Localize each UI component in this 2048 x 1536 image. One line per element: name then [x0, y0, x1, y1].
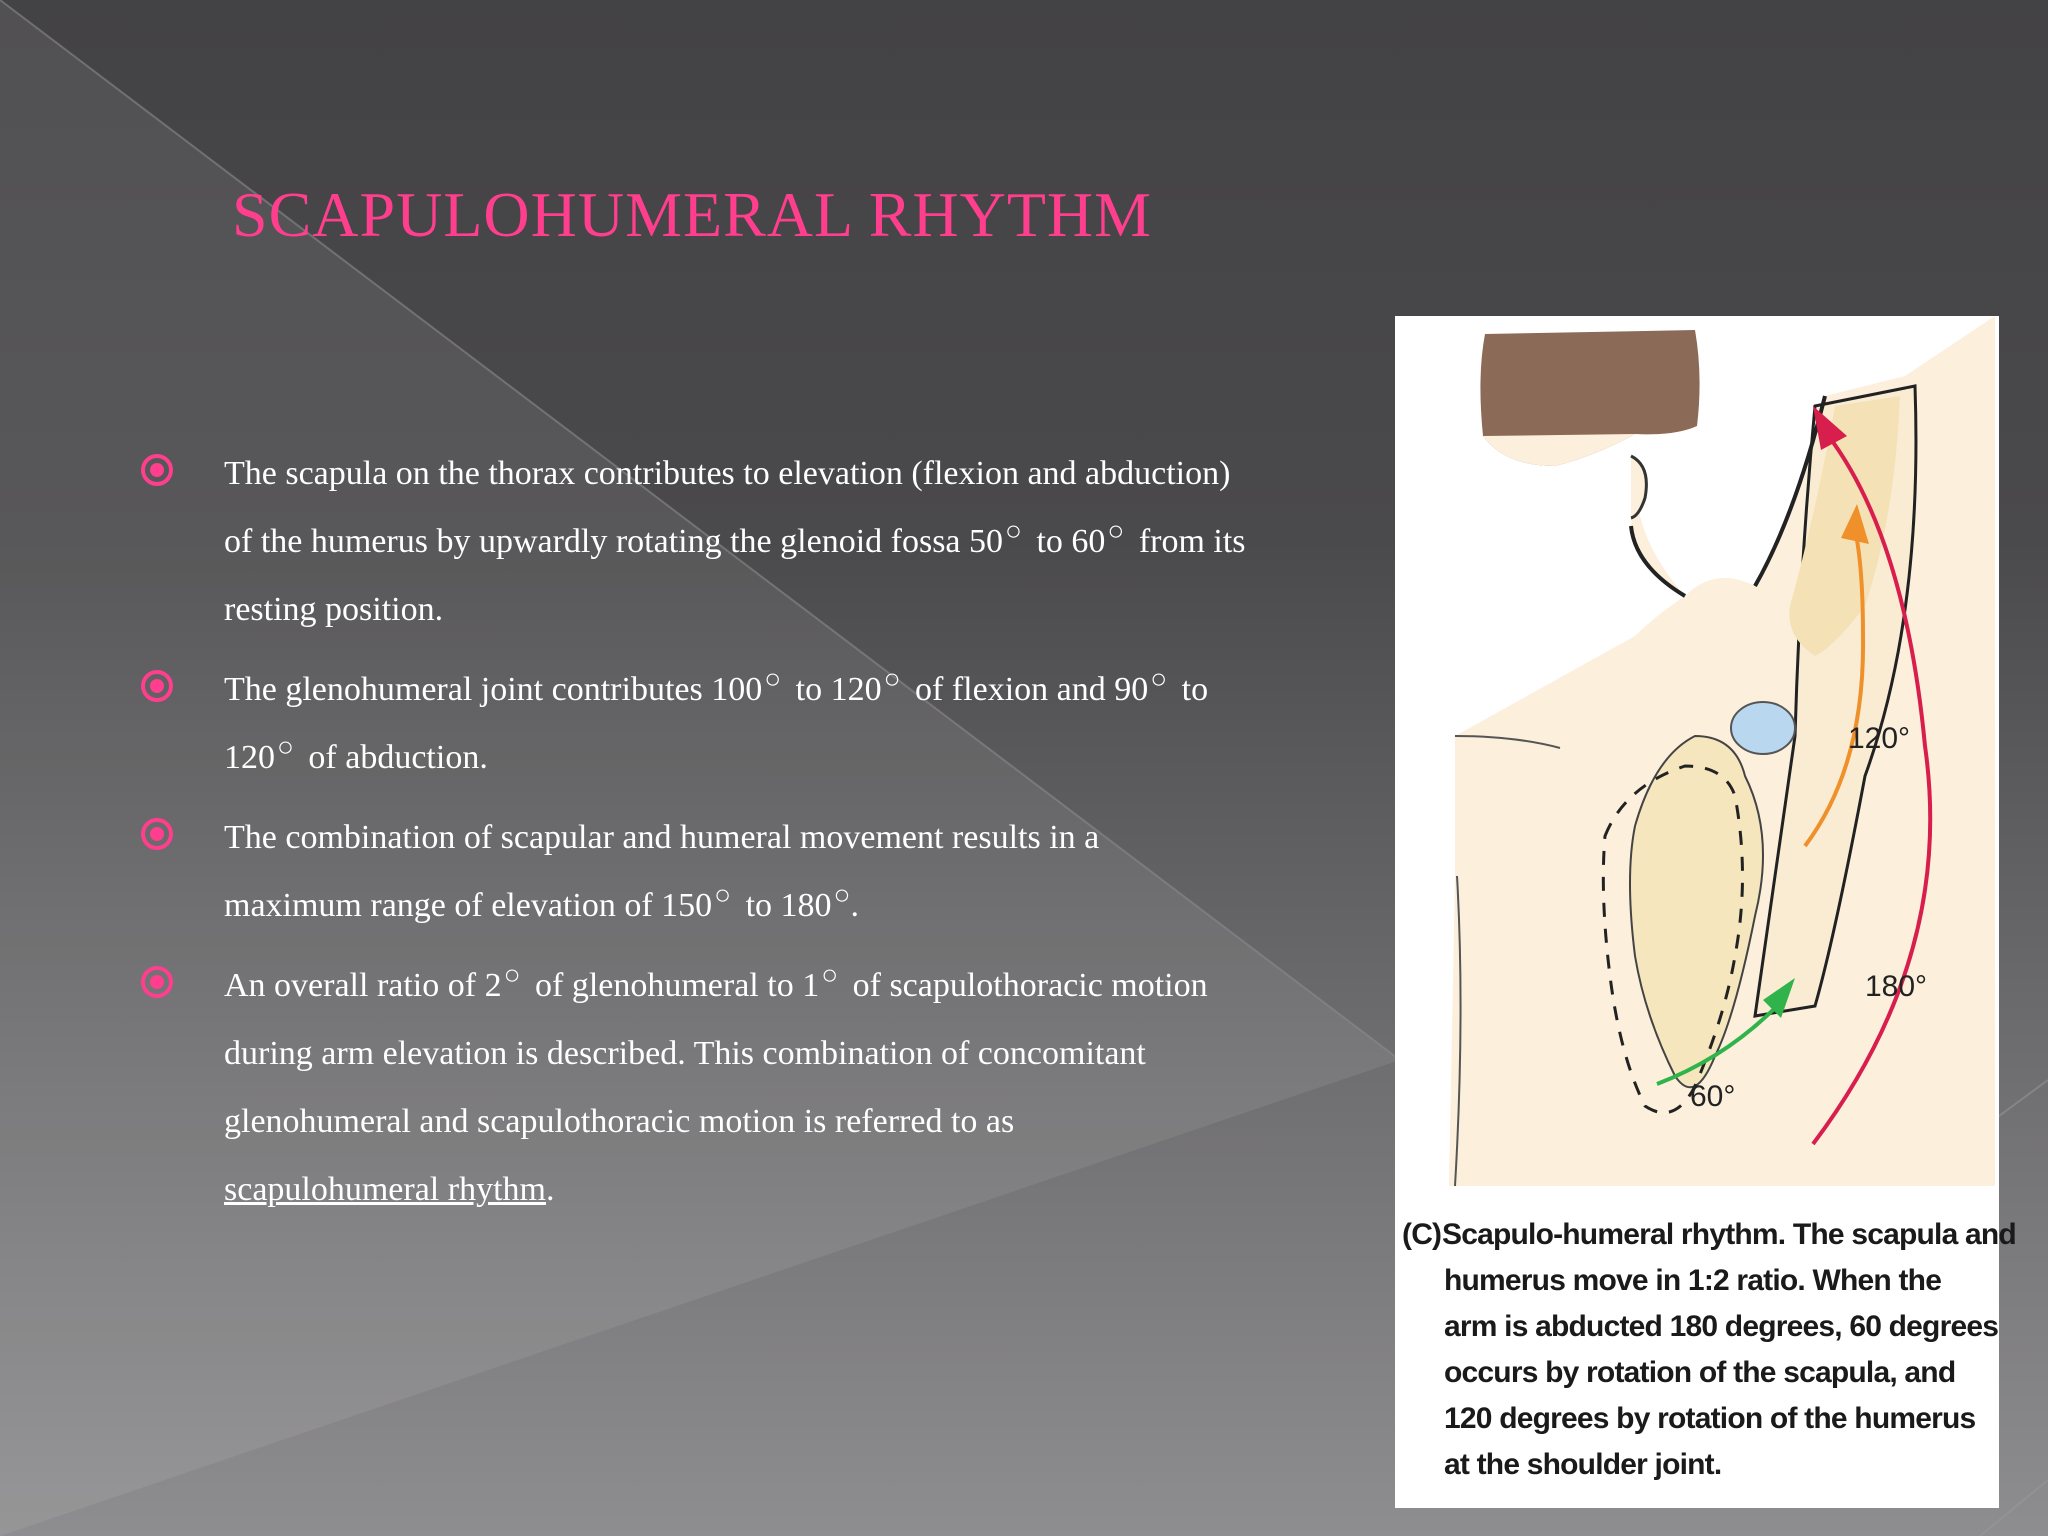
bullet-item-4 — [140, 952, 1360, 1224]
bullet-text: to 120 — [795, 671, 882, 708]
caption-tag: (C) — [1402, 1218, 1442, 1251]
caption-line: at the shoulder joint. — [1444, 1448, 1722, 1481]
bullet-text: The glenohumeral joint contributes 100 — [224, 671, 763, 708]
bullet-text: during arm elevation is described. This combination of concomitant — [224, 1035, 1146, 1072]
circle-dot-bullet-icon — [140, 453, 174, 487]
bullet-text: of abduction. — [308, 739, 488, 776]
scapulohumeral-rhythm-link[interactable]: scapulohumeral rhythm — [224, 1171, 546, 1208]
degree-symbol: ○ — [821, 959, 839, 991]
degree-symbol: ○ — [1107, 515, 1125, 547]
figure-caption — [1402, 1212, 2016, 1488]
bullet-text: to 60 — [1036, 523, 1106, 560]
bullet-text: to 180 — [745, 887, 832, 924]
caption-line: occurs by rotation of the scapula, and — [1444, 1356, 1956, 1389]
bullet-item-1 — [140, 440, 1360, 644]
circle-dot-bullet-icon — [140, 817, 174, 851]
bullet-text: . — [850, 887, 859, 924]
bullet-text: of the humerus by upwardly rotating the glenoid fossa 50 — [224, 523, 1004, 560]
bullet-text: maximum range of elevation of 150 — [224, 887, 713, 924]
degree-symbol: ○ — [764, 663, 782, 695]
shoulder-illustration — [1395, 316, 1999, 1196]
circle-dot-bullet-icon — [140, 965, 174, 999]
bullet-text: to — [1181, 671, 1209, 708]
bullet-text: of flexion and 90 — [915, 671, 1149, 708]
caption-line: arm is abducted 180 degrees, 60 degrees — [1444, 1310, 1999, 1343]
degree-symbol: ○ — [1150, 663, 1168, 695]
degree-symbol: ○ — [714, 879, 732, 911]
bullet-text: resting position. — [224, 591, 444, 628]
caption-line: humerus move in 1:2 ratio. When the — [1444, 1264, 1942, 1297]
circle-dot-bullet-icon — [140, 669, 174, 703]
label-60: 60° — [1690, 1080, 1736, 1113]
bullet-list — [140, 440, 1360, 1224]
bullet-text: of glenohumeral to 1 — [535, 967, 820, 1004]
degree-symbol: ○ — [503, 959, 521, 991]
bullet-item-2 — [140, 656, 1360, 792]
bullet-text: glenohumeral and scapulothoracic motion is referred to as — [224, 1103, 1015, 1140]
bullet-text: The scapula on the thorax contributes to elevation (flexion and abduction) — [224, 455, 1231, 492]
caption-line: 120 degrees by rotation of the humerus — [1444, 1402, 1976, 1435]
caption-line: Scapulo-humeral rhythm. The scapula and — [1442, 1218, 2016, 1251]
bullet-text: 120 — [224, 739, 275, 776]
bullet-text: from its — [1138, 523, 1246, 560]
degree-symbol: ○ — [277, 731, 294, 763]
bullet-text: . — [545, 1171, 555, 1208]
bullet-text: The combination of scapular and humeral movement results in a — [224, 819, 1100, 856]
degree-symbol: ○ — [1005, 515, 1022, 547]
degree-symbol: ○ — [883, 663, 901, 695]
bullet-text: An overall ratio of 2 — [224, 967, 502, 1004]
bullet-text: of scapulothoracic motion — [852, 967, 1208, 1004]
degree-symbol: ○ — [833, 879, 851, 911]
bullet-item-3 — [140, 804, 1360, 940]
slide-title: SCAPULOHUMERAL RHYTHM — [232, 179, 1153, 250]
label-120: 120° — [1848, 722, 1911, 755]
label-180: 180° — [1865, 970, 1928, 1003]
